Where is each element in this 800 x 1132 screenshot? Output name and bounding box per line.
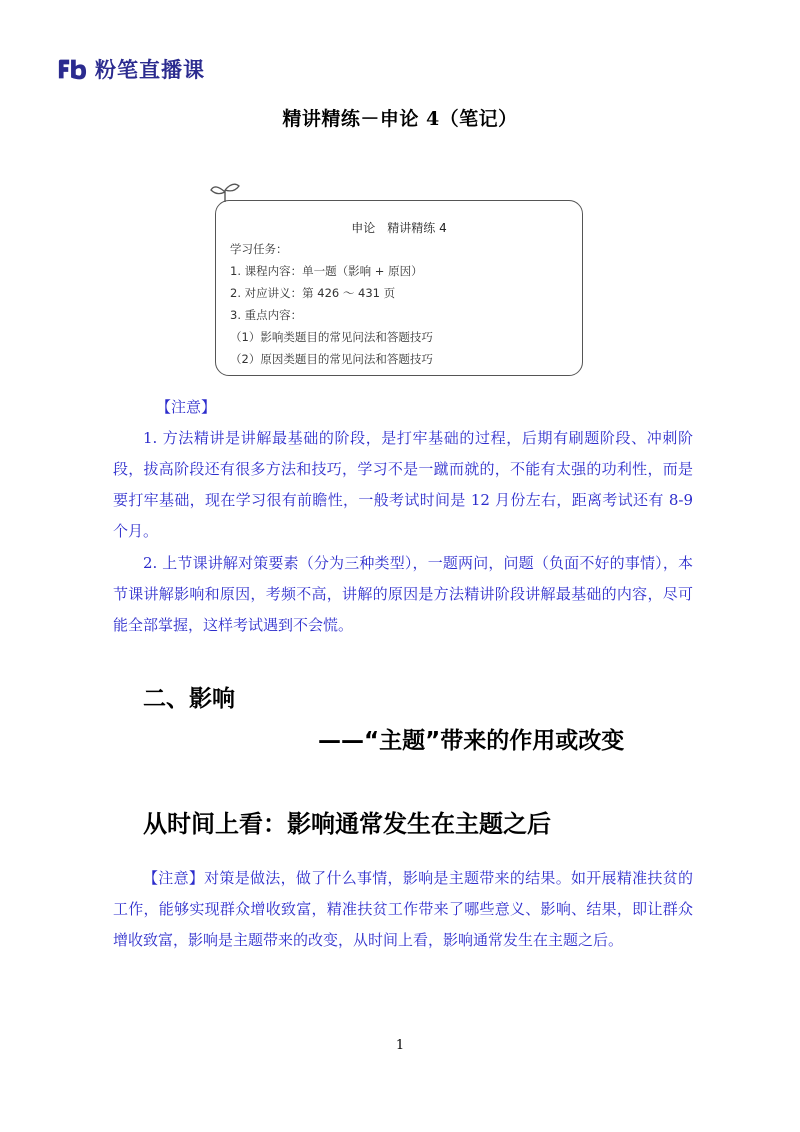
card-line: （2）原因类题目的常见问法和答题技巧: [230, 352, 433, 366]
card-line: 3. 重点内容：: [230, 308, 303, 322]
note-paragraph: [113, 863, 693, 956]
note-text: 对策是做法，做了什么事情，影响是主题带来的结果。如开展精准扶贫的工作，能够实现群众增收致富，精准扶贫工作带来了哪些意义、影响、结果，即让群众增收致富，影响是主题带来的改变，从时间上看，影响通常发生在主题之后。: [113, 869, 693, 949]
section-subheading: ——“主题”带来的作用或改变: [318, 728, 625, 754]
card-line: 2. 对应讲义：第 426 ～ 431 页: [230, 286, 396, 300]
fb-logo-icon: [57, 56, 87, 82]
card-line: 学习任务：: [230, 242, 288, 256]
card-title: 申论 精讲精练 4: [351, 221, 447, 235]
page-number: 1: [395, 1038, 405, 1053]
time-heading: 从时间上看：影响通常发生在主题之后: [143, 810, 551, 838]
card-line: （1）影响类题目的常见问法和答题技巧: [230, 330, 433, 344]
study-task-card: [205, 180, 585, 380]
card-line: 1. 课程内容：单一题（影响 + 原因）: [230, 264, 423, 278]
notice-paragraph-2: 2. 上节课讲解对策要素（分为三种类型），一题两问，问题（负面不好的事情），本节课讲解影响和原因，考频不高，讲解的原因是方法精讲阶段讲解最基础的内容，尽可能全部掌握，这样考试遇到不会慌。: [113, 554, 693, 634]
section-heading: 二、影响: [143, 686, 235, 712]
notice-label: 【注意】: [156, 398, 217, 416]
notice-paragraph-1: 1. 方法精讲是讲解最基础的阶段，是打牢基础的过程，后期有刷题阶段、冲刺阶段，拔高阶段还有很多方法和技巧，学习不是一蹴而就的，不能有太强的功利性，而是要打牢基础，现在学习很有前瞻性，一般考试时间是 12 月份左右，距离考试还有 8-9 个月。: [113, 429, 693, 540]
brand-logo: [57, 54, 205, 84]
document-title: 精讲精练－申论 4（笔记）: [282, 108, 518, 130]
note-label: 【注意】: [143, 869, 205, 887]
brand-name: 粉笔直播课: [95, 58, 205, 82]
